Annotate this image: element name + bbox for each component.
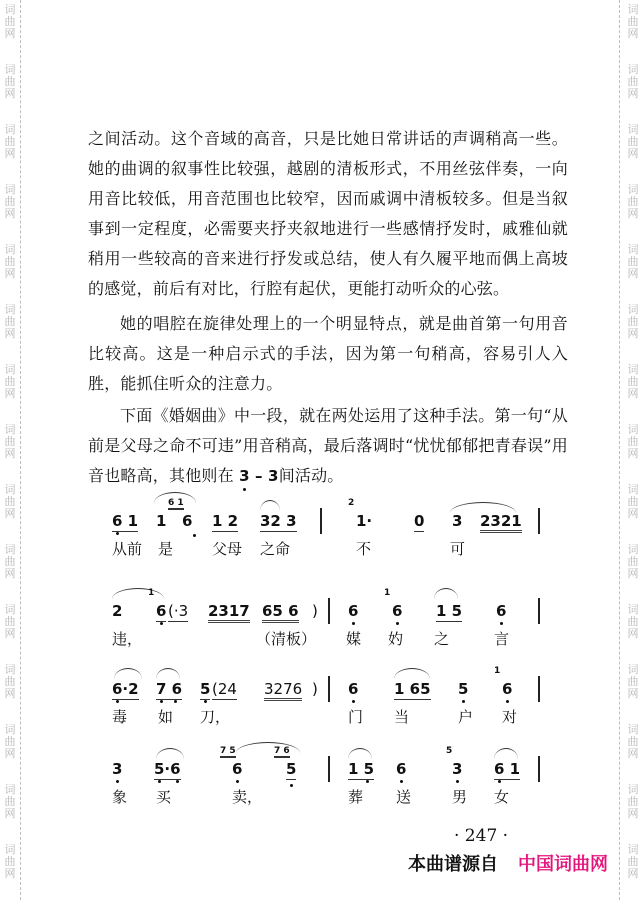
watermark-char: 曲 bbox=[4, 75, 16, 88]
low-octave-dot bbox=[456, 780, 459, 783]
paragraph-3 bbox=[88, 401, 568, 491]
watermark-group bbox=[623, 604, 640, 640]
watermark-group bbox=[0, 4, 20, 40]
note-group: 3 bbox=[452, 760, 463, 778]
watermark-group bbox=[623, 4, 640, 40]
note-group: 3276 bbox=[264, 680, 302, 701]
low-octave-dot bbox=[204, 700, 207, 703]
lyric: 之命 bbox=[260, 540, 291, 558]
watermark-char: 词 bbox=[627, 663, 639, 676]
note-group: 2317 bbox=[208, 602, 250, 623]
watermark-group bbox=[623, 664, 640, 700]
watermark-char: 网 bbox=[627, 507, 639, 520]
watermark-group bbox=[0, 64, 20, 100]
watermark-group bbox=[0, 784, 20, 820]
note-group: 2321 bbox=[480, 512, 522, 533]
watermark-group bbox=[623, 724, 640, 760]
slur bbox=[114, 668, 142, 679]
watermark-char: 词 bbox=[627, 63, 639, 76]
watermark-char: 曲 bbox=[4, 135, 16, 148]
note-group: 6 bbox=[348, 602, 359, 620]
watermark-char: 网 bbox=[4, 147, 16, 160]
grace-notes: 6 1 bbox=[168, 498, 184, 508]
low-octave-dot bbox=[160, 622, 163, 625]
low-octave-dot bbox=[462, 700, 465, 703]
range-high-note: 3 bbox=[268, 467, 279, 485]
watermark-group bbox=[0, 484, 20, 520]
watermark-char: 词 bbox=[627, 423, 639, 436]
slur bbox=[260, 500, 280, 511]
note-group: 1 5 bbox=[348, 760, 375, 778]
watermark-char: 网 bbox=[4, 687, 16, 700]
barline bbox=[320, 508, 322, 534]
watermark-group bbox=[623, 124, 640, 160]
score-row-4 bbox=[108, 734, 568, 812]
lyric: 如 bbox=[158, 708, 174, 726]
grace-note: 1 bbox=[384, 588, 391, 598]
lyric: 毒 bbox=[112, 708, 128, 726]
watermark-char: 曲 bbox=[627, 15, 639, 28]
source-label: 本曲谱源自 bbox=[408, 854, 498, 875]
note-group: 1 2 bbox=[212, 512, 239, 530]
note-group: 6 bbox=[496, 602, 507, 620]
watermark-char: 曲 bbox=[627, 195, 639, 208]
note-group: 5 bbox=[458, 680, 469, 698]
watermark-char: 词 bbox=[4, 63, 16, 76]
lyric: 言 bbox=[494, 630, 510, 648]
bracket-close: ) bbox=[312, 680, 318, 698]
watermark-group bbox=[0, 844, 20, 880]
watermark-char: 词 bbox=[627, 483, 639, 496]
watermark-char: 词 bbox=[627, 243, 639, 256]
body-text-2 bbox=[88, 309, 568, 399]
low-octave-dot bbox=[290, 784, 293, 787]
note-group: 2 bbox=[112, 602, 123, 620]
note-group: 6 bbox=[502, 680, 513, 698]
watermark-char: 曲 bbox=[4, 615, 16, 628]
lyric: 违， bbox=[112, 630, 143, 648]
watermark-char: 网 bbox=[4, 267, 16, 280]
low-octave-dot bbox=[500, 622, 503, 625]
slur bbox=[236, 742, 300, 753]
lyric: 之 bbox=[434, 630, 450, 648]
lyric: 不 bbox=[356, 540, 372, 558]
source-credit bbox=[408, 850, 608, 876]
note-group: 6 bbox=[348, 680, 359, 698]
barline bbox=[328, 676, 330, 702]
watermark-char: 曲 bbox=[4, 495, 16, 508]
note-group: 1 bbox=[156, 512, 167, 530]
watermark-char: 网 bbox=[627, 567, 639, 580]
low-octave-dot bbox=[174, 700, 177, 703]
watermark-char: 词 bbox=[627, 183, 639, 196]
watermark-column-left bbox=[0, 0, 21, 900]
lyric: 象 bbox=[112, 788, 128, 806]
watermark-char: 网 bbox=[627, 267, 639, 280]
watermark-char: 曲 bbox=[4, 315, 16, 328]
watermark-char: 曲 bbox=[627, 435, 639, 448]
low-octave-dot bbox=[366, 780, 369, 783]
watermark-char: 词 bbox=[627, 723, 639, 736]
range-dash: – bbox=[255, 467, 263, 485]
watermark-char: 词 bbox=[4, 483, 16, 496]
slur bbox=[112, 588, 164, 599]
watermark-group bbox=[623, 244, 640, 280]
lyric: 男 bbox=[452, 788, 468, 806]
slur bbox=[156, 748, 184, 759]
note-group: 0 bbox=[414, 512, 425, 530]
watermark-group bbox=[0, 244, 20, 280]
watermark-char: 词 bbox=[627, 123, 639, 136]
watermark-char: 网 bbox=[627, 207, 639, 220]
watermark-group bbox=[0, 304, 20, 340]
watermark-char: 词 bbox=[4, 663, 16, 676]
lyric: 葬 bbox=[348, 788, 364, 806]
body-text bbox=[88, 124, 568, 304]
paragraph-3-text: 下面《婚姻曲》中一段，就在两处运用了这种手法。第一句“从前是父母之命不可违”用音稍高，最后落调时“忧忧郁郁把青春误”用音也略高，其他则在 bbox=[88, 406, 568, 485]
lyric: 买 bbox=[156, 788, 172, 806]
lyric: 当 bbox=[394, 708, 410, 726]
watermark-char: 曲 bbox=[4, 375, 16, 388]
watermark-char: 曲 bbox=[627, 375, 639, 388]
watermark-char: 曲 bbox=[4, 555, 16, 568]
watermark-char: 网 bbox=[627, 87, 639, 100]
watermark-char: 词 bbox=[4, 843, 16, 856]
watermark-group bbox=[623, 544, 640, 580]
note-group: 6 bbox=[232, 760, 243, 778]
watermark-char: 网 bbox=[4, 627, 16, 640]
grace-note: 5 bbox=[446, 746, 453, 756]
watermark-char: 网 bbox=[4, 87, 16, 100]
note-group: 6 1 bbox=[494, 760, 521, 778]
watermark-char: 曲 bbox=[627, 315, 639, 328]
lyric: 媒 bbox=[346, 630, 362, 648]
watermark-char: 词 bbox=[627, 783, 639, 796]
watermark-group bbox=[623, 64, 640, 100]
watermark-char: 曲 bbox=[627, 555, 639, 568]
watermark-char: 网 bbox=[4, 507, 16, 520]
watermark-char: 网 bbox=[4, 447, 16, 460]
lyric: 父母 bbox=[212, 540, 243, 558]
body-text-3 bbox=[88, 401, 568, 491]
watermark-char: 网 bbox=[4, 807, 16, 820]
watermark-char: 曲 bbox=[627, 855, 639, 868]
watermark-char: 网 bbox=[627, 147, 639, 160]
watermark-group bbox=[623, 424, 640, 460]
score-row-1 bbox=[108, 486, 568, 564]
watermark-char: 网 bbox=[4, 387, 16, 400]
watermark-group bbox=[623, 844, 640, 880]
note-group: 6 bbox=[156, 602, 167, 620]
watermark-char: 网 bbox=[4, 27, 16, 40]
watermark-char: 网 bbox=[4, 567, 16, 580]
lyric: 是 bbox=[158, 540, 174, 558]
grace-note: 1 bbox=[148, 588, 155, 598]
watermark-char: 曲 bbox=[4, 735, 16, 748]
watermark-group bbox=[0, 424, 20, 460]
low-octave-dot bbox=[400, 780, 403, 783]
note-group: 5·6 bbox=[154, 760, 181, 778]
watermark-group bbox=[0, 124, 20, 160]
barline bbox=[328, 598, 330, 624]
low-octave-dot bbox=[116, 532, 119, 535]
watermark-char: 词 bbox=[4, 723, 16, 736]
watermark-char: 网 bbox=[627, 27, 639, 40]
watermark-group bbox=[623, 364, 640, 400]
watermark-char: 曲 bbox=[4, 15, 16, 28]
watermark-group bbox=[0, 664, 20, 700]
paragraph-3-tail: 间活动。 bbox=[278, 466, 344, 485]
grace-notes: 2 bbox=[348, 498, 355, 508]
low-octave-dot bbox=[236, 780, 239, 783]
watermark-char: 词 bbox=[627, 303, 639, 316]
watermark-char: 网 bbox=[627, 387, 639, 400]
watermark-char: 曲 bbox=[627, 675, 639, 688]
note-group: (·3 bbox=[168, 602, 189, 620]
barline bbox=[328, 756, 330, 782]
watermark-char: 网 bbox=[627, 687, 639, 700]
watermark-char: 曲 bbox=[4, 855, 16, 868]
slur bbox=[348, 748, 372, 759]
watermark-char: 网 bbox=[4, 327, 16, 340]
watermark-group bbox=[623, 184, 640, 220]
note-group: 6·2 bbox=[112, 680, 139, 698]
note-group: 3 bbox=[452, 512, 463, 530]
slur bbox=[156, 668, 180, 679]
note-group: 6 bbox=[182, 512, 193, 530]
score-row-2 bbox=[108, 576, 568, 654]
score-row-3 bbox=[108, 654, 568, 732]
watermark-char: 词 bbox=[627, 843, 639, 856]
low-octave-dot bbox=[158, 780, 161, 783]
lyric: 可 bbox=[450, 540, 466, 558]
watermark-char: 网 bbox=[627, 807, 639, 820]
slur bbox=[434, 588, 458, 599]
lyric: 送 bbox=[396, 788, 412, 806]
watermark-char: 网 bbox=[4, 747, 16, 760]
note-group: 5 bbox=[286, 760, 297, 778]
watermark-char: 曲 bbox=[4, 675, 16, 688]
grace-notes: 7 6 bbox=[274, 746, 290, 756]
barline bbox=[538, 598, 540, 624]
range-low-note: 3 bbox=[239, 467, 250, 485]
watermark-char: 网 bbox=[627, 747, 639, 760]
note-group: 1· bbox=[356, 512, 373, 530]
watermark-char: 网 bbox=[627, 447, 639, 460]
watermark-char: 曲 bbox=[627, 735, 639, 748]
watermark-char: 网 bbox=[4, 867, 16, 880]
grace-notes: 7 5 bbox=[220, 746, 236, 756]
watermark-char: 词 bbox=[627, 363, 639, 376]
low-octave-dot bbox=[193, 534, 196, 537]
low-octave-dot bbox=[116, 780, 119, 783]
paragraph-2: 她的唱腔在旋律处理上的一个明显特点，就是曲首第一句用音比较高。这是一种启示式的手法，因为第一句稍高，容易引人入胜，能抓住听众的注意力。 bbox=[88, 314, 568, 393]
watermark-char: 曲 bbox=[627, 495, 639, 508]
note-group: 65 6 bbox=[262, 602, 299, 623]
watermark-char: 词 bbox=[4, 603, 16, 616]
source-brand-link[interactable]: 中国词曲网 bbox=[518, 854, 608, 875]
watermark-char: 词 bbox=[4, 303, 16, 316]
watermark-char: 词 bbox=[4, 243, 16, 256]
low-octave-dot bbox=[352, 622, 355, 625]
watermark-char: 网 bbox=[4, 207, 16, 220]
paragraph-1: 之间活动。这个音域的高音，只是比她日常讲话的声调稍高一些。她的曲调的叙事性比较强，越剧的清板形式，不用丝弦伴奏，一向用音比较低，用音范围也比较窄，因而戚调中清板较多。但是当叙事到一定程度，必需要夹抒夹叙地进行一些感情抒发时，戚雅仙就稍用一些较高的音来进行抒发或总结，使人有久履平地而偶上高坡的感觉，前后有对比，行腔有起伏，更能打动听众的心弦。 bbox=[88, 129, 568, 298]
lyric: 妁 bbox=[388, 630, 404, 648]
slur bbox=[394, 668, 430, 679]
low-octave-dot bbox=[176, 780, 179, 783]
watermark-group bbox=[0, 184, 20, 220]
watermark-group bbox=[0, 364, 20, 400]
watermark-group bbox=[623, 784, 640, 820]
lyric: 从前 bbox=[112, 540, 143, 558]
watermark-char: 词 bbox=[627, 3, 639, 16]
note-group: 32 3 bbox=[260, 512, 297, 530]
watermark-char: 网 bbox=[627, 867, 639, 880]
page-number: · 247 · bbox=[454, 826, 509, 846]
note-group: 6 1 bbox=[112, 512, 139, 530]
watermark-char: 网 bbox=[627, 627, 639, 640]
grace-note: 1 bbox=[494, 666, 501, 676]
watermark-char: 曲 bbox=[627, 255, 639, 268]
low-octave-dot bbox=[396, 622, 399, 625]
watermark-char: 词 bbox=[4, 183, 16, 196]
watermark-char: 词 bbox=[4, 3, 16, 16]
watermark-group bbox=[0, 544, 20, 580]
watermark-char: 词 bbox=[627, 543, 639, 556]
watermark-char: 网 bbox=[627, 327, 639, 340]
low-octave-dot bbox=[116, 700, 119, 703]
watermark-char: 曲 bbox=[627, 135, 639, 148]
note-group: 6 bbox=[392, 602, 403, 620]
barline bbox=[538, 756, 540, 782]
watermark-char: 曲 bbox=[4, 795, 16, 808]
low-octave-dot bbox=[506, 700, 509, 703]
bracket-close: ) bbox=[312, 602, 318, 620]
watermark-char: 曲 bbox=[4, 255, 16, 268]
note-group: 1 5 bbox=[436, 602, 463, 620]
low-octave-dot bbox=[352, 700, 355, 703]
note-group: 5 bbox=[200, 680, 211, 698]
watermark-char: 曲 bbox=[627, 615, 639, 628]
note-group: 3 bbox=[112, 760, 123, 778]
watermark-char: 曲 bbox=[4, 435, 16, 448]
watermark-char: 词 bbox=[4, 543, 16, 556]
lyric: 女 bbox=[494, 788, 510, 806]
watermark-char: 词 bbox=[627, 603, 639, 616]
lyric: 对 bbox=[502, 708, 518, 726]
watermark-char: 词 bbox=[4, 123, 16, 136]
note-group: 1 65 bbox=[394, 680, 431, 698]
watermark-group bbox=[0, 604, 20, 640]
watermark-group bbox=[623, 304, 640, 340]
watermark-column-right bbox=[619, 0, 640, 900]
lyric: 刀， bbox=[200, 708, 231, 726]
note-group: (24 bbox=[212, 680, 237, 698]
watermark-char: 曲 bbox=[627, 795, 639, 808]
low-octave-dot bbox=[498, 780, 501, 783]
watermark-char: 曲 bbox=[4, 195, 16, 208]
lyric: 卖， bbox=[232, 788, 263, 806]
watermark-group bbox=[623, 484, 640, 520]
low-octave-dot bbox=[160, 700, 163, 703]
note-group: 7 6 bbox=[156, 680, 183, 698]
lyric: 门 bbox=[348, 708, 364, 726]
barline bbox=[538, 508, 540, 534]
watermark-char: 词 bbox=[4, 783, 16, 796]
watermark-char: 词 bbox=[4, 363, 16, 376]
barline bbox=[538, 676, 540, 702]
slur bbox=[494, 748, 518, 759]
lyric: 户 bbox=[458, 708, 474, 726]
lyric: （清板） bbox=[256, 630, 317, 648]
watermark-char: 词 bbox=[4, 423, 16, 436]
watermark-char: 曲 bbox=[627, 75, 639, 88]
note-group: 6 bbox=[396, 760, 407, 778]
watermark-group bbox=[0, 724, 20, 760]
